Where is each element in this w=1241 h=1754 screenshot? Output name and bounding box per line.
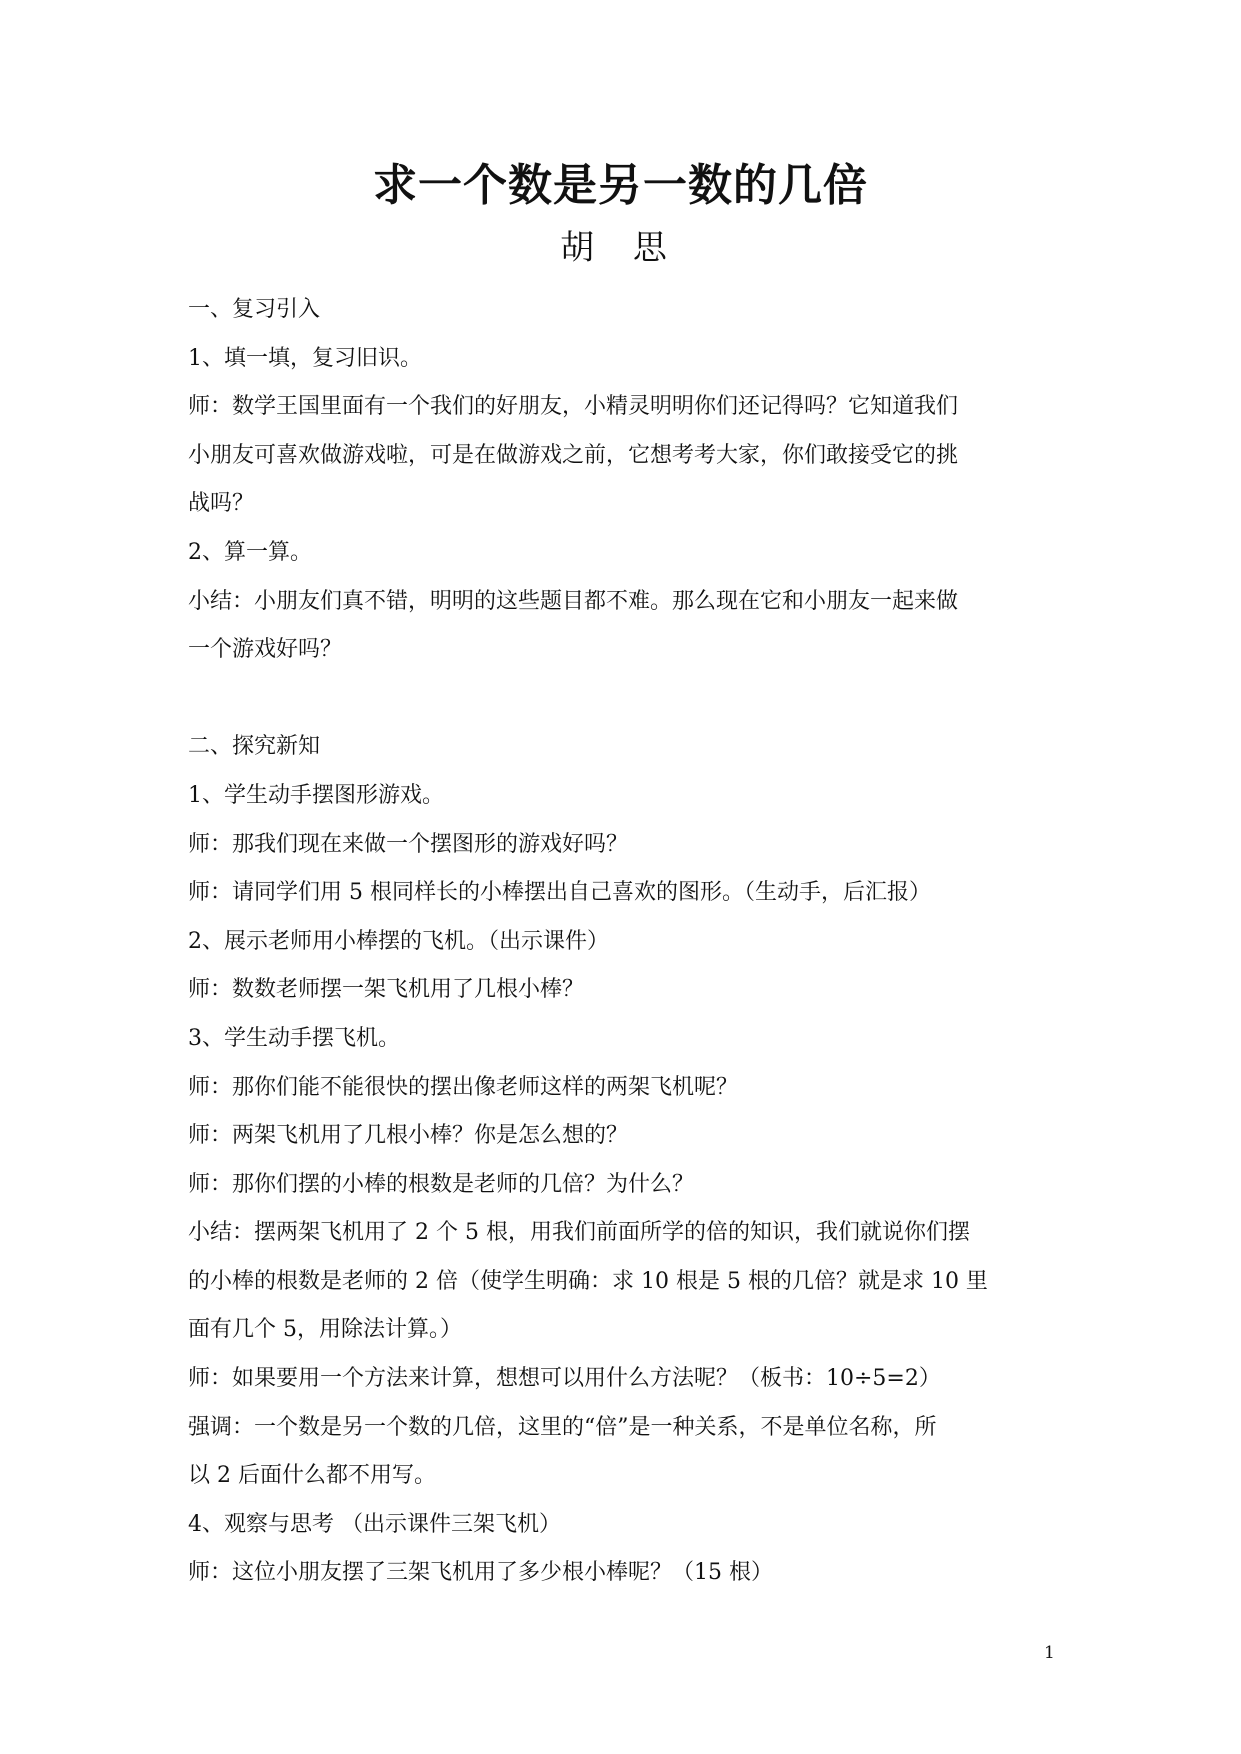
paragraph-line: 师：那我们现在来做一个摆图形的游戏好吗？	[188, 831, 629, 857]
paragraph-line: 4、观察与思考 （出示课件三架飞机）	[188, 1511, 561, 1537]
page-number: 1	[1044, 1643, 1055, 1663]
paragraph-line: 以 2 后面什么都不用写。	[188, 1463, 436, 1489]
paragraph-line: 3、学生动手摆飞机。	[188, 1025, 400, 1051]
document-title: 求一个数是另一数的几倍	[373, 160, 868, 211]
blank-line	[188, 675, 1058, 724]
paragraph-line: 的小棒的根数是老师的 2 倍（使学生明确：求 10 根是 5 根的几倍？就是求 10 里	[188, 1268, 988, 1294]
section-heading: 一、复习引入	[188, 297, 321, 322]
paragraph-line: 师：数数老师摆一架飞机用了几根小棒？	[188, 977, 585, 1003]
paragraph-line: 师：这位小朋友摆了三架飞机用了多少根小棒呢？（15 根）	[188, 1560, 773, 1586]
paragraph-line: 2、算一算。	[188, 539, 312, 565]
paragraph-line: 小结：摆两架飞机用了 2 个 5 根，用我们前面所学的倍的知识，我们就说你们摆	[188, 1220, 970, 1246]
paragraph-line: 小朋友可喜欢做游戏啦，可是在做游戏之前，它想考考大家，你们敢接受它的挑	[188, 442, 959, 468]
paragraph-line: 师：那你们能不能很快的摆出像老师这样的两架飞机呢？	[188, 1074, 739, 1100]
paragraph-line: 师：请同学们用 5 根同样长的小棒摆出自己喜欢的图形。（生动手，后汇报）	[188, 880, 931, 906]
paragraph-line: 2、展示老师用小棒摆的飞机。（出示课件）	[188, 928, 609, 954]
paragraph-line: 1、学生动手摆图形游戏。	[188, 782, 444, 808]
paragraph-line: 师：如果要用一个方法来计算，想想可以用什么方法呢？（板书：10÷5=2）	[188, 1366, 941, 1392]
paragraph-line: 一个游戏好吗？	[188, 637, 343, 663]
paragraph-line: 强调：一个数是另一个数的几倍，这里的“倍”是一种关系，不是单位名称，所	[188, 1414, 937, 1440]
paragraph-line: 师：数学王国里面有一个我们的好朋友，小精灵明明你们还记得吗？它知道我们	[188, 394, 959, 420]
document-body	[188, 286, 1058, 1598]
paragraph-line: 1、填一填，复习旧识。	[188, 345, 422, 371]
section-heading: 二、探究新知	[188, 734, 321, 760]
paragraph-line: 小结：小朋友们真不错，明明的这些题目都不难。那么现在它和小朋友一起来做	[188, 588, 959, 614]
paragraph-line: 面有几个 5，用除法计算。）	[188, 1317, 462, 1343]
paragraph-line: 战吗？	[188, 491, 255, 517]
paragraph-line: 师：两架飞机用了几根小棒？你是怎么想的？	[188, 1123, 629, 1149]
paragraph-line: 师：那你们摆的小棒的根数是老师的几倍？为什么？	[188, 1171, 695, 1197]
document-author: 胡 思	[560, 228, 681, 268]
